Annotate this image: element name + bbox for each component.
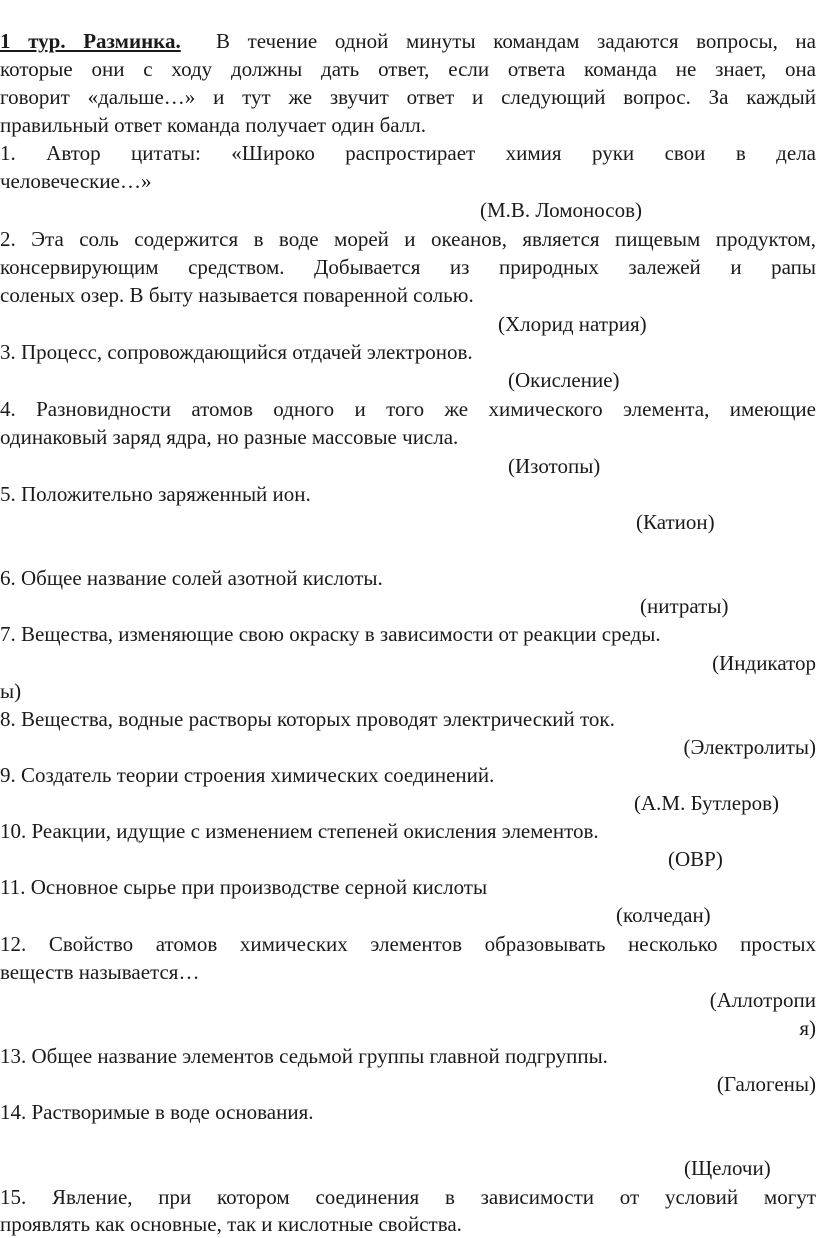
question-14-answer: (Щелочи) — [684, 1156, 771, 1180]
question-6-line-1: 6. Общее название солей азотной кислоты. — [0, 566, 383, 590]
question-2-answer: (Хлорид натрия) — [498, 312, 647, 336]
intro-text: В течение одной минуты командам задаются вопросы, на — [215, 29, 816, 53]
question-14-line-1: 14. Растворимые в воде основания. — [0, 1100, 314, 1124]
question-8-line-1: 8. Вещества, водные растворы которых проводят электрический ток. — [0, 707, 615, 731]
question-13-answer: (Галогены) — [716, 1072, 816, 1096]
intro-line-4: правильный ответ команда получает один балл. — [0, 113, 427, 137]
question-15-line-1: 15. Явление, при котором соединения в зависимости от условий могут — [0, 1185, 816, 1209]
question-3-answer: (Окисление) — [508, 368, 620, 392]
question-2-line-2: консервирующим средством. Добывается из природных залежей и рапы — [0, 255, 816, 279]
question-5-line-1: 5. Положительно заряженный ион. — [0, 482, 311, 506]
question-15-line-2: проявлять как основные, так и кислотные свойства. — [0, 1212, 462, 1236]
question-1-line-2: человеческие…» — [0, 169, 152, 193]
question-2-line-1: 2. Эта соль содержится в воде морей и океанов, является пищевым продуктом, — [0, 227, 816, 251]
question-4-line-2: одинаковый заряд ядра, но разные массовые числа. — [0, 425, 459, 449]
question-3-line-1: 3. Процесс, сопровождающийся отдачей электронов. — [0, 340, 473, 364]
question-4-line-1: 4. Разновидности атомов одного и того же химического элемента, имеющие — [0, 397, 816, 421]
question-7-answer-cont: ы) — [0, 679, 22, 703]
question-10-line-1: 10. Реакции, идущие с изменением степеней окисления элементов. — [0, 819, 599, 843]
intro-line-2: которые они с ходу должны дать ответ, если ответа команда не знает, она — [0, 57, 816, 81]
question-11-line-1: 11. Основное сырье при производстве серной кислоты — [0, 875, 488, 899]
question-6-answer: (нитраты) — [640, 594, 729, 618]
question-9-answer: (А.М. Бутлеров) — [634, 791, 779, 815]
question-9-line-1: 9. Создатель теории строения химических соединений. — [0, 763, 495, 787]
question-2-line-3: соленых озер. В быту называется поваренной солью. — [0, 283, 474, 307]
question-12-answer: (Аллотропи — [709, 988, 816, 1012]
round-heading: 1 тур. Разминка. — [0, 29, 181, 53]
question-13-line-1: 13. Общее название элементов седьмой группы главной подгруппы. — [0, 1044, 608, 1068]
question-1-line-1: 1. Автор цитаты: «Широко распростирает химия руки свои в дела — [0, 141, 816, 165]
intro-line-1 — [0, 28, 816, 55]
question-4-answer: (Изотопы) — [508, 454, 601, 478]
intro-line-3: говорит «дальше…» и тут же звучит ответ и следующий вопрос. За каждый — [0, 85, 816, 109]
question-12-line-1: 12. Свойство атомов химических элементов образовывать несколько простых — [0, 932, 816, 956]
question-12-answer-cont: я) — [799, 1016, 816, 1040]
question-8-answer: (Электролиты) — [683, 735, 816, 759]
question-10-answer: (ОВР) — [668, 847, 723, 871]
question-11-answer: (колчедан) — [616, 903, 711, 927]
question-7-line-1: 7. Вещества, изменяющие свою окраску в зависимости от реакции среды. — [0, 622, 661, 646]
question-1-answer: (М.В. Ломоносов) — [480, 198, 643, 222]
question-5-answer: (Катион) — [636, 510, 715, 534]
question-12-line-2: веществ называется… — [0, 960, 200, 984]
question-7-answer: (Индикатор — [712, 651, 816, 675]
